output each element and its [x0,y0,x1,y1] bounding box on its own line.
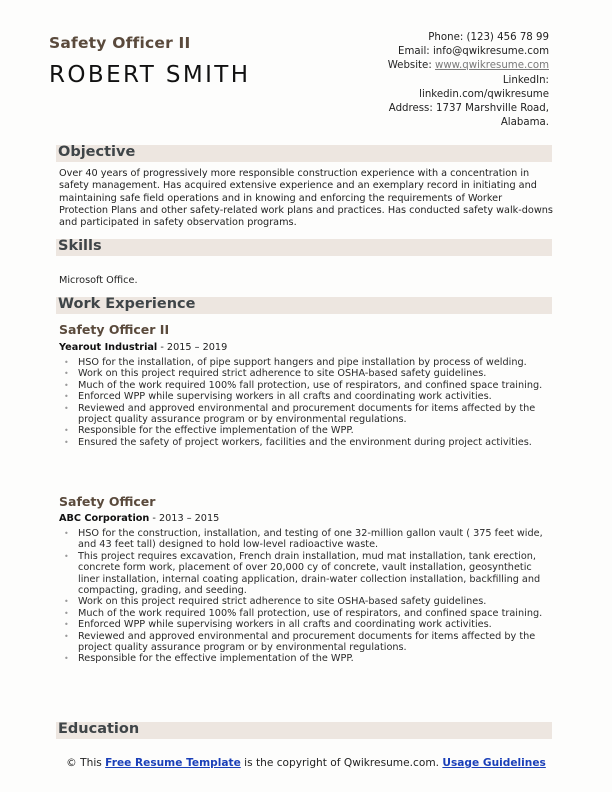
copyright-footer [60,757,552,771]
section-work-experience-header [56,297,552,314]
section-title: Skills [58,238,102,254]
job-title: Safety Officer II [59,322,170,337]
section-skills-header [56,239,552,256]
job-title: Safety Officer [59,494,156,509]
list-item: • Enforced WPP while supervising workers in all crafts and coordinating work activities. [59,391,553,402]
section-education-header [56,722,552,739]
list-item: • Responsible for the effective implementation of the WPP. [59,425,553,436]
company-name: Yearout Industrial [59,342,158,353]
contact-website [319,59,549,73]
job-dates: - 2013 – 2015 [149,513,220,524]
list-item: • This project requires excavation, French drain installation, mud mat installation, tank erection, concrete form work, placement of over 20,000 cy of concrete, vault installation, geosynthetic liner installation, internal coating application, drain-water collection installation, backfilling and compacting, grading, and seeding. [59,551,553,597]
objective-text: Over 40 years of progressively more responsible construction experience with a concentration in safety management. Has acquired extensive experience and an exemplary record in initiating and maintaining safe field operations and in knowing and enforcing the requirements of Worker Protection Plans and other safety-related work plans and practices. Has conducted safety walk-downs and participated in safety observation programs. [59,168,553,229]
contact-block [319,31,549,130]
contact-address-line2: Alabama. [500,117,549,129]
list-item: • Much of the work required 100% fall protection, use of respirators, and confined space training. [59,380,553,391]
section-title: Objective [58,144,136,160]
company-name: ABC Corporation [59,513,150,524]
company-line [59,513,219,524]
list-item: • Work on this project required strict adherence to site OSHA-based safety guidelines. [59,596,553,607]
website-label: Website: [387,60,435,72]
contact-phone: Phone: (123) 456 78 99 [428,32,549,43]
list-item: • Work on this project required strict adherence to site OSHA-based safety guidelines. [59,368,553,379]
job-bullets [59,357,553,448]
free-resume-template-link[interactable]: Free Resume Template [105,757,241,769]
section-objective-header [56,145,552,162]
section-title: Work Experience [58,296,196,312]
footer-middle: is the copyright of Qwikresume.com. [240,757,443,769]
contact-email: Email: info@qwikresume.com [398,46,549,58]
contact-linkedin-value: linkedin.com/qwikresume [419,88,549,100]
section-title: Education [58,721,140,737]
candidate-name: ROBERT SMITH [49,62,251,88]
list-item: • Enforced WPP while supervising workers in all crafts and coordinating work activities. [59,619,553,630]
list-item: • HSO for the installation, of pipe support hangers and pipe installation by process of welding. [59,357,553,368]
list-item: • Reviewed and approved environmental and procurement documents for items affected by the project quality assurance program or by environmental regulations. [59,403,553,426]
contact-linkedin-label: LinkedIn: [502,74,549,86]
list-item: • Responsible for the effective implementation of the WPP. [59,653,553,664]
footer-prefix: © This [66,757,106,769]
list-item: • Much of the work required 100% fall protection, use of respirators, and confined space training. [59,608,553,619]
list-item: • Ensured the safety of project workers, facilities and the environment during project activities. [59,437,553,448]
contact-address-line1: Address: 1737 Marshville Road, [388,103,549,115]
list-item: • HSO for the construction, installation, and testing of one 32-million gallon vault ( 375 feet wide, and 43 feet tall) designed to hold low-level radioactive waste. [59,528,553,551]
list-item: • Reviewed and approved environmental and procurement documents for items affected by the project quality assurance program or by environmental regulations. [59,631,553,654]
job-bullets [59,528,553,665]
header-job-title: Safety Officer II [49,34,191,52]
job-dates: - 2015 – 2019 [157,342,228,353]
skills-text: Microsoft Office. [59,275,138,286]
company-line [59,342,227,353]
usage-guidelines-link[interactable]: Usage Guidelines [442,757,546,769]
website-link[interactable]: www.qwikresume.com [434,60,549,72]
